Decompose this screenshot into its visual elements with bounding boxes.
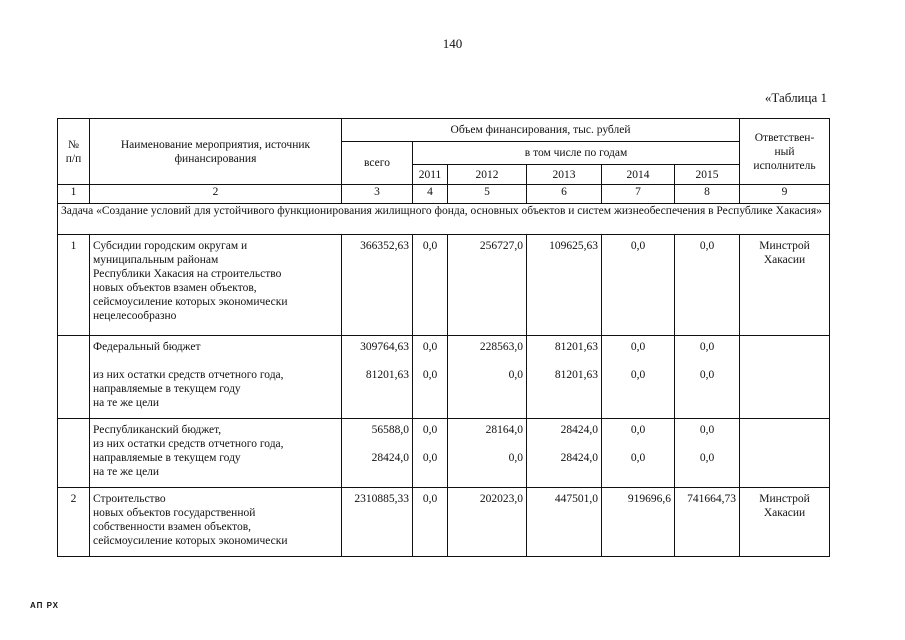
row-number <box>58 336 90 419</box>
row-year-value: 256727,0 <box>448 235 527 336</box>
row-number: 2 <box>58 488 90 557</box>
row-year-value: 0,0 0,0 <box>675 419 740 488</box>
header-executor: Ответствен- ный исполнитель <box>740 119 830 185</box>
row-name: Строительство новых объектов государственной собственности взамен объектов, сейсмоусиление которых экономически <box>90 488 342 557</box>
row-year-value: 228563,0 0,0 <box>448 336 527 419</box>
row-year-value: 0,0 0,0 <box>413 419 448 488</box>
row-executor: Минстрой Хакасии <box>740 488 830 557</box>
row-year-value: 109625,63 <box>527 235 602 336</box>
row-name: Федеральный бюджет из них остатки средств отчетного года, направляемые в текущем году на те же цели <box>90 336 342 419</box>
page-number: 140 <box>442 36 463 51</box>
table-row <box>58 235 830 336</box>
header-by-years: в том числе по годам <box>413 142 740 165</box>
row-year-value: 0,0 <box>413 488 448 557</box>
header-year: 2012 <box>448 165 527 185</box>
row-year-value: 0,0 <box>602 235 675 336</box>
column-numbers-row <box>58 185 830 204</box>
row-year-value: 28424,0 28424,0 <box>527 419 602 488</box>
column-number: 7 <box>602 185 675 204</box>
table-row <box>58 488 830 557</box>
row-year-value: 0,0 0,0 <box>413 336 448 419</box>
table-row <box>58 419 830 488</box>
header-financing: Объем финансирования, тыс. рублей <box>342 119 740 142</box>
task-title: Задача «Создание условий для устойчивого функционирования жилищного фонда, основных объектов и систем жизнеобеспечения в Республике Хакасия» <box>58 204 830 235</box>
table-reference: «Таблица 1 <box>764 90 827 105</box>
row-total: 309764,63 81201,63 <box>342 336 413 419</box>
row-number: 1 <box>58 235 90 336</box>
row-number <box>58 419 90 488</box>
row-executor <box>740 419 830 488</box>
header-year: 2011 <box>413 165 448 185</box>
row-year-value: 28164,0 0,0 <box>448 419 527 488</box>
row-year-value: 447501,0 <box>527 488 602 557</box>
financing-table <box>57 118 830 557</box>
row-year-value: 202023,0 <box>448 488 527 557</box>
header-year: 2013 <box>527 165 602 185</box>
row-year-value: 919696,6 <box>602 488 675 557</box>
column-number: 2 <box>90 185 342 204</box>
column-number: 5 <box>448 185 527 204</box>
row-year-value: 0,0 0,0 <box>602 336 675 419</box>
footer-mark: АП РХ <box>30 601 60 610</box>
column-number: 8 <box>675 185 740 204</box>
row-total: 56588,0 28424,0 <box>342 419 413 488</box>
table-row <box>58 336 830 419</box>
column-number: 9 <box>740 185 830 204</box>
task-row <box>58 204 830 235</box>
row-year-value: 81201,63 81201,63 <box>527 336 602 419</box>
header-row-1 <box>58 119 830 142</box>
row-name: Республиканский бюджет, из них остатки средств отчетного года, направляемые в текущем году на те же цели <box>90 419 342 488</box>
column-number: 1 <box>58 185 90 204</box>
column-number: 3 <box>342 185 413 204</box>
header-year: 2014 <box>602 165 675 185</box>
column-number: 4 <box>413 185 448 204</box>
row-total: 2310885,33 <box>342 488 413 557</box>
column-number: 6 <box>527 185 602 204</box>
row-year-value: 0,0 0,0 <box>602 419 675 488</box>
row-executor <box>740 336 830 419</box>
row-year-value: 0,0 <box>675 235 740 336</box>
header-name: Наименование мероприятия, источник финансирования <box>90 119 342 185</box>
row-total: 366352,63 <box>342 235 413 336</box>
row-year-value: 0,0 0,0 <box>675 336 740 419</box>
header-total: всего <box>342 142 413 185</box>
header-year: 2015 <box>675 165 740 185</box>
row-year-value: 741664,73 <box>675 488 740 557</box>
row-year-value: 0,0 <box>413 235 448 336</box>
row-name: Субсидии городским округам и муниципальным районам Республики Хакасия на строительство новых объектов взамен объектов, сейсмоусиление которых экономически нецелесообразно <box>90 235 342 336</box>
row-executor: Минстрой Хакасии <box>740 235 830 336</box>
header-no: № п/п <box>58 119 90 185</box>
